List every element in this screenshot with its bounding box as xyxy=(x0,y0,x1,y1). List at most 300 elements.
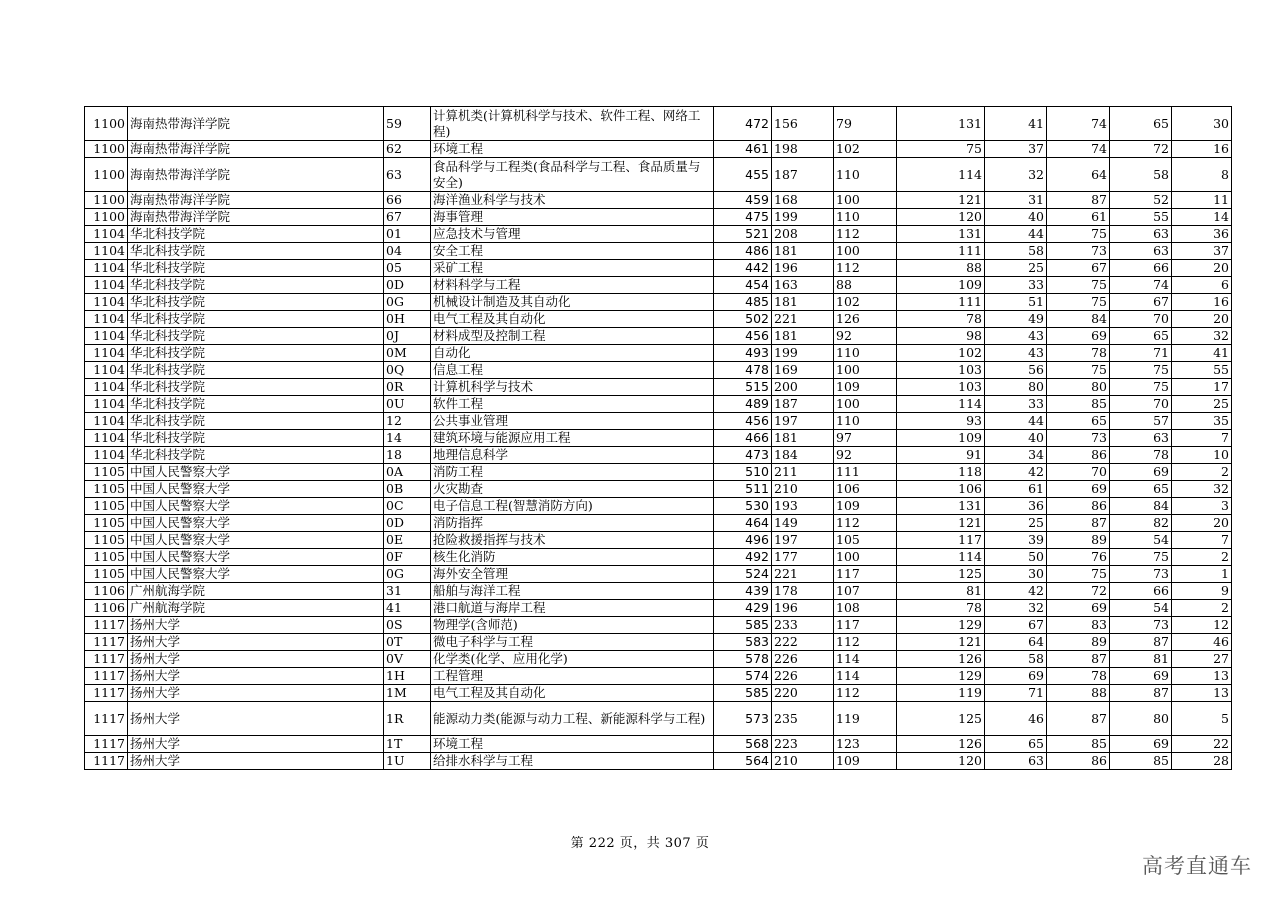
major-name-cell: 核生化消防 xyxy=(431,549,714,566)
score-col7-cell: 58 xyxy=(1110,158,1172,192)
score-col2-cell: 222 xyxy=(772,634,834,651)
score-col8-cell: 20 xyxy=(1172,515,1232,532)
school-name-cell: 扬州大学 xyxy=(128,685,384,702)
score-col6-cell: 64 xyxy=(1047,158,1110,192)
score-col6-cell: 78 xyxy=(1047,345,1110,362)
score-col5-cell: 40 xyxy=(985,209,1047,226)
total-score-cell: 492 xyxy=(714,549,772,566)
score-col4-cell: 121 xyxy=(897,192,985,209)
total-score-cell: 442 xyxy=(714,260,772,277)
score-col5-cell: 32 xyxy=(985,158,1047,192)
score-col6-cell: 88 xyxy=(1047,685,1110,702)
major-name-cell: 化学类(化学、应用化学) xyxy=(431,651,714,668)
table-row xyxy=(85,583,1232,600)
score-col5-cell: 50 xyxy=(985,549,1047,566)
major-code-cell: 0M xyxy=(384,345,431,362)
score-col6-cell: 87 xyxy=(1047,515,1110,532)
school-code-cell: 1117 xyxy=(85,634,128,651)
score-col8-cell: 22 xyxy=(1172,736,1232,753)
score-col7-cell: 67 xyxy=(1110,294,1172,311)
major-name-cell: 信息工程 xyxy=(431,362,714,379)
score-col7-cell: 54 xyxy=(1110,600,1172,617)
score-col2-cell: 197 xyxy=(772,532,834,549)
score-col7-cell: 84 xyxy=(1110,498,1172,515)
score-col8-cell: 35 xyxy=(1172,413,1232,430)
school-name-cell: 扬州大学 xyxy=(128,702,384,736)
score-col5-cell: 25 xyxy=(985,260,1047,277)
score-col7-cell: 73 xyxy=(1110,566,1172,583)
major-code-cell: 0R xyxy=(384,379,431,396)
score-col2-cell: 168 xyxy=(772,192,834,209)
school-code-cell: 1104 xyxy=(85,447,128,464)
score-col2-cell: 198 xyxy=(772,141,834,158)
score-col5-cell: 25 xyxy=(985,515,1047,532)
school-name-cell: 华北科技学院 xyxy=(128,260,384,277)
school-name-cell: 华北科技学院 xyxy=(128,430,384,447)
score-col6-cell: 67 xyxy=(1047,260,1110,277)
school-name-cell: 华北科技学院 xyxy=(128,226,384,243)
score-col2-cell: 181 xyxy=(772,430,834,447)
school-name-cell: 华北科技学院 xyxy=(128,396,384,413)
major-name-cell: 自动化 xyxy=(431,345,714,362)
major-name-cell: 材料成型及控制工程 xyxy=(431,328,714,345)
score-col2-cell: 223 xyxy=(772,736,834,753)
table-row xyxy=(85,464,1232,481)
score-col3-cell: 105 xyxy=(834,532,897,549)
score-col8-cell: 7 xyxy=(1172,532,1232,549)
score-col4-cell: 114 xyxy=(897,158,985,192)
table-row xyxy=(85,651,1232,668)
total-score-cell: 456 xyxy=(714,413,772,430)
major-name-cell: 给排水科学与工程 xyxy=(431,753,714,770)
school-name-cell: 华北科技学院 xyxy=(128,379,384,396)
score-col3-cell: 107 xyxy=(834,583,897,600)
score-col4-cell: 78 xyxy=(897,311,985,328)
score-col5-cell: 64 xyxy=(985,634,1047,651)
score-col3-cell: 114 xyxy=(834,651,897,668)
major-name-cell: 海洋渔业科学与技术 xyxy=(431,192,714,209)
score-col6-cell: 75 xyxy=(1047,362,1110,379)
school-name-cell: 华北科技学院 xyxy=(128,345,384,362)
score-col6-cell: 72 xyxy=(1047,583,1110,600)
major-code-cell: 1R xyxy=(384,702,431,736)
score-col8-cell: 2 xyxy=(1172,549,1232,566)
major-name-cell: 电气工程及其自动化 xyxy=(431,311,714,328)
score-col6-cell: 86 xyxy=(1047,447,1110,464)
total-score-cell: 585 xyxy=(714,617,772,634)
score-col5-cell: 31 xyxy=(985,192,1047,209)
score-col4-cell: 111 xyxy=(897,294,985,311)
table-row xyxy=(85,294,1232,311)
score-col7-cell: 69 xyxy=(1110,668,1172,685)
school-code-cell: 1105 xyxy=(85,532,128,549)
score-col4-cell: 114 xyxy=(897,396,985,413)
score-col6-cell: 69 xyxy=(1047,600,1110,617)
table-row xyxy=(85,379,1232,396)
total-score-cell: 573 xyxy=(714,702,772,736)
score-col8-cell: 7 xyxy=(1172,430,1232,447)
score-col8-cell: 3 xyxy=(1172,498,1232,515)
score-col3-cell: 109 xyxy=(834,498,897,515)
score-col4-cell: 118 xyxy=(897,464,985,481)
major-code-cell: 0U xyxy=(384,396,431,413)
score-col5-cell: 80 xyxy=(985,379,1047,396)
school-code-cell: 1117 xyxy=(85,617,128,634)
major-name-cell: 工程管理 xyxy=(431,668,714,685)
score-col5-cell: 37 xyxy=(985,141,1047,158)
school-name-cell: 华北科技学院 xyxy=(128,447,384,464)
score-col4-cell: 120 xyxy=(897,209,985,226)
score-col4-cell: 111 xyxy=(897,243,985,260)
total-score-cell: 510 xyxy=(714,464,772,481)
school-code-cell: 1117 xyxy=(85,685,128,702)
score-col8-cell: 13 xyxy=(1172,685,1232,702)
major-name-cell: 环境工程 xyxy=(431,141,714,158)
score-col4-cell: 98 xyxy=(897,328,985,345)
major-code-cell: 18 xyxy=(384,447,431,464)
score-col8-cell: 30 xyxy=(1172,107,1232,141)
score-col4-cell: 117 xyxy=(897,532,985,549)
score-col7-cell: 52 xyxy=(1110,192,1172,209)
school-code-cell: 1104 xyxy=(85,311,128,328)
score-col2-cell: 208 xyxy=(772,226,834,243)
table-row xyxy=(85,192,1232,209)
major-code-cell: 0Q xyxy=(384,362,431,379)
major-name-cell: 抢险救援指挥与技术 xyxy=(431,532,714,549)
table-row xyxy=(85,634,1232,651)
score-col7-cell: 66 xyxy=(1110,583,1172,600)
major-code-cell: 62 xyxy=(384,141,431,158)
score-col4-cell: 109 xyxy=(897,277,985,294)
score-col8-cell: 10 xyxy=(1172,447,1232,464)
score-col6-cell: 87 xyxy=(1047,651,1110,668)
score-col6-cell: 70 xyxy=(1047,464,1110,481)
major-code-cell: 01 xyxy=(384,226,431,243)
major-name-cell: 火灾勘查 xyxy=(431,481,714,498)
major-name-cell: 食品科学与工程类(食品科学与工程、食品质量与安全) xyxy=(431,158,714,192)
score-col8-cell: 16 xyxy=(1172,294,1232,311)
major-code-cell: 0D xyxy=(384,515,431,532)
school-code-cell: 1104 xyxy=(85,430,128,447)
total-score-cell: 530 xyxy=(714,498,772,515)
score-col2-cell: 177 xyxy=(772,549,834,566)
table-row xyxy=(85,209,1232,226)
school-code-cell: 1117 xyxy=(85,668,128,685)
score-col2-cell: 187 xyxy=(772,396,834,413)
score-col4-cell: 102 xyxy=(897,345,985,362)
score-col5-cell: 69 xyxy=(985,668,1047,685)
score-col8-cell: 9 xyxy=(1172,583,1232,600)
score-col2-cell: 178 xyxy=(772,583,834,600)
school-code-cell: 1105 xyxy=(85,481,128,498)
school-code-cell: 1104 xyxy=(85,226,128,243)
score-col3-cell: 100 xyxy=(834,192,897,209)
score-col5-cell: 41 xyxy=(985,107,1047,141)
score-col4-cell: 103 xyxy=(897,362,985,379)
score-col3-cell: 108 xyxy=(834,600,897,617)
score-col4-cell: 120 xyxy=(897,753,985,770)
total-score-cell: 521 xyxy=(714,226,772,243)
score-col6-cell: 69 xyxy=(1047,481,1110,498)
total-score-cell: 456 xyxy=(714,328,772,345)
score-col3-cell: 117 xyxy=(834,617,897,634)
total-score-cell: 461 xyxy=(714,141,772,158)
score-col2-cell: 169 xyxy=(772,362,834,379)
school-name-cell: 扬州大学 xyxy=(128,617,384,634)
table-row xyxy=(85,515,1232,532)
score-col2-cell: 181 xyxy=(772,328,834,345)
score-col3-cell: 112 xyxy=(834,226,897,243)
score-col3-cell: 110 xyxy=(834,158,897,192)
total-score-cell: 466 xyxy=(714,430,772,447)
score-col2-cell: 149 xyxy=(772,515,834,532)
table-row xyxy=(85,107,1232,141)
school-code-cell: 1104 xyxy=(85,379,128,396)
score-col7-cell: 71 xyxy=(1110,345,1172,362)
major-name-cell: 安全工程 xyxy=(431,243,714,260)
table-row xyxy=(85,345,1232,362)
school-code-cell: 1106 xyxy=(85,600,128,617)
school-code-cell: 1104 xyxy=(85,328,128,345)
score-col5-cell: 63 xyxy=(985,753,1047,770)
score-col8-cell: 37 xyxy=(1172,243,1232,260)
major-code-cell: 0J xyxy=(384,328,431,345)
score-col4-cell: 119 xyxy=(897,685,985,702)
table-row xyxy=(85,430,1232,447)
score-col8-cell: 5 xyxy=(1172,702,1232,736)
score-col4-cell: 103 xyxy=(897,379,985,396)
score-col5-cell: 49 xyxy=(985,311,1047,328)
school-name-cell: 海南热带海洋学院 xyxy=(128,141,384,158)
score-col6-cell: 75 xyxy=(1047,277,1110,294)
total-score-cell: 455 xyxy=(714,158,772,192)
total-score-cell: 454 xyxy=(714,277,772,294)
score-col3-cell: 112 xyxy=(834,685,897,702)
major-code-cell: 1M xyxy=(384,685,431,702)
major-name-cell: 海事管理 xyxy=(431,209,714,226)
major-name-cell: 建筑环境与能源应用工程 xyxy=(431,430,714,447)
total-score-cell: 574 xyxy=(714,668,772,685)
score-col3-cell: 109 xyxy=(834,379,897,396)
score-col6-cell: 75 xyxy=(1047,226,1110,243)
score-col8-cell: 6 xyxy=(1172,277,1232,294)
score-col4-cell: 131 xyxy=(897,498,985,515)
major-name-cell: 港口航道与海岸工程 xyxy=(431,600,714,617)
score-col8-cell: 32 xyxy=(1172,481,1232,498)
score-col3-cell: 110 xyxy=(834,413,897,430)
major-code-cell: 1H xyxy=(384,668,431,685)
score-col4-cell: 106 xyxy=(897,481,985,498)
table-row xyxy=(85,600,1232,617)
major-code-cell: 12 xyxy=(384,413,431,430)
school-code-cell: 1100 xyxy=(85,141,128,158)
school-name-cell: 中国人民警察大学 xyxy=(128,532,384,549)
table-row xyxy=(85,277,1232,294)
score-col3-cell: 92 xyxy=(834,328,897,345)
total-score-cell: 578 xyxy=(714,651,772,668)
score-col2-cell: 210 xyxy=(772,481,834,498)
score-col5-cell: 44 xyxy=(985,226,1047,243)
total-score-cell: 429 xyxy=(714,600,772,617)
score-col8-cell: 46 xyxy=(1172,634,1232,651)
score-col3-cell: 102 xyxy=(834,141,897,158)
score-col6-cell: 74 xyxy=(1047,107,1110,141)
score-col8-cell: 25 xyxy=(1172,396,1232,413)
score-col7-cell: 74 xyxy=(1110,277,1172,294)
score-col2-cell: 226 xyxy=(772,668,834,685)
score-col3-cell: 112 xyxy=(834,260,897,277)
score-col5-cell: 33 xyxy=(985,396,1047,413)
score-col6-cell: 74 xyxy=(1047,141,1110,158)
score-col5-cell: 43 xyxy=(985,328,1047,345)
school-name-cell: 扬州大学 xyxy=(128,736,384,753)
score-col2-cell: 163 xyxy=(772,277,834,294)
school-code-cell: 1104 xyxy=(85,413,128,430)
score-col5-cell: 67 xyxy=(985,617,1047,634)
school-name-cell: 海南热带海洋学院 xyxy=(128,107,384,141)
score-col2-cell: 199 xyxy=(772,209,834,226)
score-col2-cell: 220 xyxy=(772,685,834,702)
major-code-cell: 0E xyxy=(384,532,431,549)
school-name-cell: 扬州大学 xyxy=(128,634,384,651)
score-col6-cell: 89 xyxy=(1047,634,1110,651)
score-col3-cell: 100 xyxy=(834,362,897,379)
score-col3-cell: 126 xyxy=(834,311,897,328)
score-col8-cell: 13 xyxy=(1172,668,1232,685)
major-code-cell: 67 xyxy=(384,209,431,226)
school-name-cell: 华北科技学院 xyxy=(128,243,384,260)
score-col3-cell: 100 xyxy=(834,549,897,566)
score-col8-cell: 8 xyxy=(1172,158,1232,192)
major-code-cell: 31 xyxy=(384,583,431,600)
school-name-cell: 海南热带海洋学院 xyxy=(128,158,384,192)
score-col3-cell: 100 xyxy=(834,396,897,413)
score-col3-cell: 110 xyxy=(834,209,897,226)
score-col2-cell: 184 xyxy=(772,447,834,464)
major-name-cell: 电气工程及其自动化 xyxy=(431,685,714,702)
score-col8-cell: 14 xyxy=(1172,209,1232,226)
table-row xyxy=(85,702,1232,736)
score-col6-cell: 89 xyxy=(1047,532,1110,549)
score-col7-cell: 66 xyxy=(1110,260,1172,277)
total-score-cell: 493 xyxy=(714,345,772,362)
major-code-cell: 0D xyxy=(384,277,431,294)
total-score-cell: 511 xyxy=(714,481,772,498)
score-col6-cell: 85 xyxy=(1047,736,1110,753)
table-row xyxy=(85,311,1232,328)
score-col3-cell: 112 xyxy=(834,515,897,532)
score-col4-cell: 81 xyxy=(897,583,985,600)
score-col2-cell: 221 xyxy=(772,566,834,583)
score-col7-cell: 63 xyxy=(1110,430,1172,447)
total-score-cell: 515 xyxy=(714,379,772,396)
score-col7-cell: 54 xyxy=(1110,532,1172,549)
table-row xyxy=(85,158,1232,192)
score-col8-cell: 36 xyxy=(1172,226,1232,243)
school-name-cell: 中国人民警察大学 xyxy=(128,566,384,583)
major-name-cell: 计算机科学与技术 xyxy=(431,379,714,396)
score-col7-cell: 69 xyxy=(1110,736,1172,753)
school-name-cell: 中国人民警察大学 xyxy=(128,515,384,532)
major-code-cell: 59 xyxy=(384,107,431,141)
score-col3-cell: 114 xyxy=(834,668,897,685)
major-name-cell: 微电子科学与工程 xyxy=(431,634,714,651)
major-name-cell: 地理信息科学 xyxy=(431,447,714,464)
score-col2-cell: 200 xyxy=(772,379,834,396)
school-code-cell: 1104 xyxy=(85,362,128,379)
school-code-cell: 1117 xyxy=(85,753,128,770)
total-score-cell: 524 xyxy=(714,566,772,583)
score-col2-cell: 221 xyxy=(772,311,834,328)
score-col6-cell: 85 xyxy=(1047,396,1110,413)
major-name-cell: 消防工程 xyxy=(431,464,714,481)
total-score-cell: 496 xyxy=(714,532,772,549)
score-col5-cell: 30 xyxy=(985,566,1047,583)
score-col7-cell: 70 xyxy=(1110,396,1172,413)
major-name-cell: 消防指挥 xyxy=(431,515,714,532)
score-col6-cell: 84 xyxy=(1047,311,1110,328)
score-col4-cell: 91 xyxy=(897,447,985,464)
score-col5-cell: 39 xyxy=(985,532,1047,549)
school-name-cell: 华北科技学院 xyxy=(128,328,384,345)
total-score-cell: 459 xyxy=(714,192,772,209)
score-col7-cell: 78 xyxy=(1110,447,1172,464)
table-row xyxy=(85,549,1232,566)
score-col2-cell: 235 xyxy=(772,702,834,736)
school-code-cell: 1104 xyxy=(85,396,128,413)
score-col8-cell: 12 xyxy=(1172,617,1232,634)
score-col6-cell: 86 xyxy=(1047,498,1110,515)
school-code-cell: 1105 xyxy=(85,498,128,515)
score-col5-cell: 58 xyxy=(985,651,1047,668)
table-row xyxy=(85,260,1232,277)
table-row xyxy=(85,362,1232,379)
score-col8-cell: 2 xyxy=(1172,600,1232,617)
score-col2-cell: 181 xyxy=(772,294,834,311)
school-name-cell: 华北科技学院 xyxy=(128,362,384,379)
school-name-cell: 扬州大学 xyxy=(128,651,384,668)
score-col7-cell: 82 xyxy=(1110,515,1172,532)
score-col5-cell: 43 xyxy=(985,345,1047,362)
school-name-cell: 华北科技学院 xyxy=(128,294,384,311)
score-col2-cell: 181 xyxy=(772,243,834,260)
major-name-cell: 船舶与海洋工程 xyxy=(431,583,714,600)
table-row xyxy=(85,753,1232,770)
score-col5-cell: 42 xyxy=(985,583,1047,600)
school-code-cell: 1104 xyxy=(85,243,128,260)
major-code-cell: 0T xyxy=(384,634,431,651)
score-col4-cell: 121 xyxy=(897,515,985,532)
score-col4-cell: 93 xyxy=(897,413,985,430)
score-col4-cell: 129 xyxy=(897,617,985,634)
table-row xyxy=(85,668,1232,685)
score-col8-cell: 27 xyxy=(1172,651,1232,668)
major-code-cell: 05 xyxy=(384,260,431,277)
score-col2-cell: 187 xyxy=(772,158,834,192)
school-name-cell: 中国人民警察大学 xyxy=(128,549,384,566)
school-code-cell: 1105 xyxy=(85,549,128,566)
table-row xyxy=(85,413,1232,430)
school-code-cell: 1104 xyxy=(85,345,128,362)
major-name-cell: 材料科学与工程 xyxy=(431,277,714,294)
watermark-logo: 高考直通车 xyxy=(1142,854,1252,878)
score-col7-cell: 85 xyxy=(1110,753,1172,770)
score-col3-cell: 79 xyxy=(834,107,897,141)
score-col7-cell: 87 xyxy=(1110,685,1172,702)
score-col3-cell: 112 xyxy=(834,634,897,651)
score-col6-cell: 73 xyxy=(1047,243,1110,260)
score-col8-cell: 11 xyxy=(1172,192,1232,209)
